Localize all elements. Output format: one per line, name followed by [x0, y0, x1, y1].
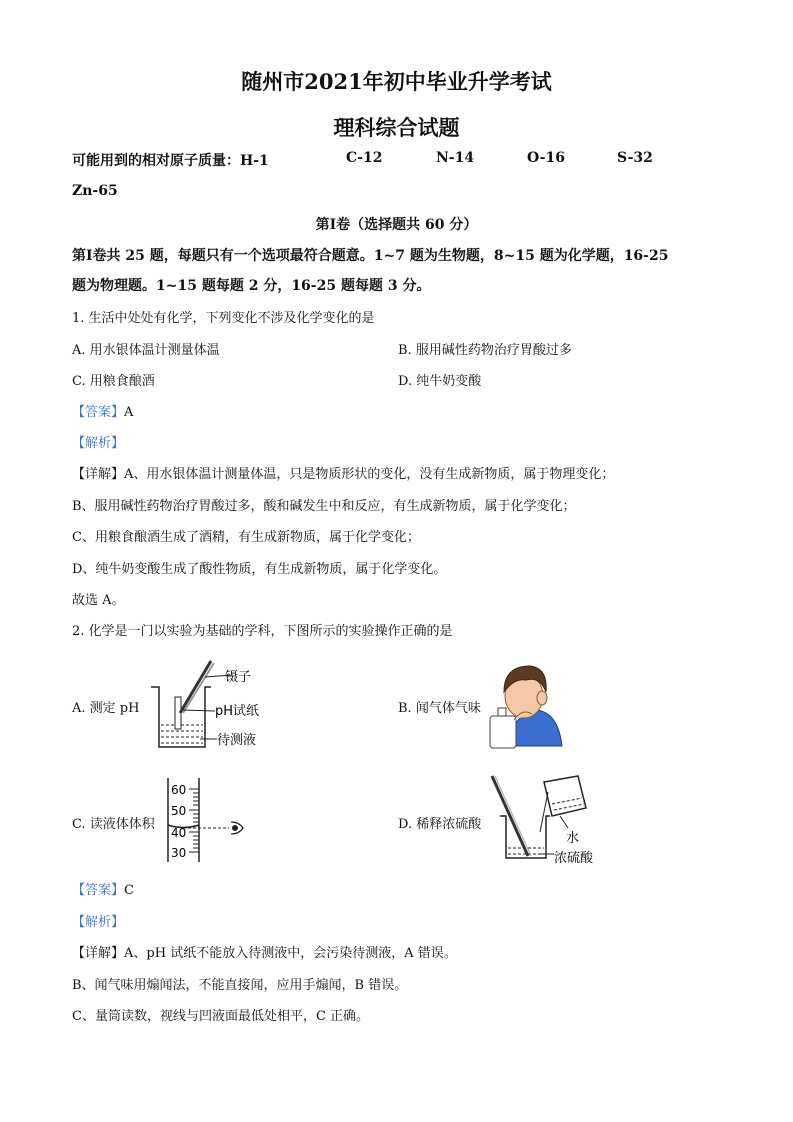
label-ph-paper: pH试纸 — [215, 704, 260, 719]
figure-cylinder-reading — [165, 778, 255, 864]
q1-detail-tag: 【详解】 — [72, 467, 125, 482]
label-tweezers: 镊子 — [225, 670, 252, 685]
q1-analysis-tag: 【解析】 — [72, 436, 125, 451]
q1-option-a: A. 用水银体温计测量体温 — [72, 343, 220, 358]
water-leader — [560, 816, 568, 828]
bottle-body — [490, 716, 516, 748]
bottle-neck — [498, 708, 506, 716]
q1-detail-a — [72, 463, 614, 482]
atomic-mass-n: N-14 — [436, 150, 475, 166]
q2-answer-tag: 【答案】 — [72, 883, 125, 898]
q1-detail-d: D、纯牛奶变酸生成了酸性物质，有生成新物质，属于化学变化。 — [72, 562, 447, 577]
exam-subtitle: 理科综合试题 — [333, 115, 460, 140]
q2-detail-b: B、闻气味用煽闻法，不能直接闻，应用手煽闻，B 错误。 — [72, 978, 408, 993]
pour-stream — [540, 792, 548, 832]
q1-answer-value: A — [124, 405, 134, 420]
upper-beaker — [544, 776, 586, 816]
tick-label-30: 30 — [171, 846, 187, 860]
figure-smell-gas — [488, 660, 566, 750]
q1-option-c: C. 用粮食酿酒 — [72, 374, 155, 389]
instruction-line-2: 题为物理题。1~15 题每题 2 分，16-25 题每题 3 分。 — [72, 278, 431, 294]
atomic-mass-s: S-32 — [617, 150, 653, 166]
eye-pupil-icon — [232, 825, 238, 831]
tweezers-arm-2 — [183, 663, 214, 713]
label-conc-acid: 浓硫酸 — [554, 851, 594, 866]
cylinder-ticks — [189, 789, 199, 852]
q1-detail-a-text: A、用水银体温计测量体温，只是物质形状的变化，没有生成新物质，属于物理变化； — [124, 467, 615, 482]
q1-answer-tag: 【答案】 — [72, 405, 125, 420]
q1-detail-b: B、服用碱性药物治疗胃酸过多，酸和碱发生中和反应，有生成新物质，属于化学变化； — [72, 499, 576, 514]
atomic-mass-zn: Zn-65 — [72, 183, 118, 199]
atomic-mass-label: 可能用到的相对原子质量：H-1 — [72, 153, 269, 169]
q2-option-d: D. 稀释浓硫酸 — [398, 817, 482, 832]
instruction-line-1: 第Ⅰ卷共 25 题，每题只有一个选项最符合题意。1~7 题为生物题，8~15 题为化学题，16-25 — [72, 248, 669, 264]
section-title: 第Ⅰ卷（选择题共 60 分） — [315, 217, 478, 233]
ph-paper-leader — [182, 710, 215, 711]
q1-stem: 1. 生活中处处有化学，下列变化不涉及化学变化的是 — [72, 311, 375, 326]
exam-title: 随州市2021年初中毕业升学考试 — [241, 69, 552, 94]
tick-label-50: 50 — [171, 804, 187, 818]
q1-option-b: B. 服用碱性药物治疗胃酸过多 — [398, 343, 572, 358]
label-water: 水 — [566, 831, 580, 846]
q2-analysis-tag: 【解析】 — [72, 915, 125, 930]
tick-label-60: 60 — [171, 783, 187, 797]
person-ear — [537, 691, 547, 705]
figure-ph-test — [145, 655, 275, 755]
q2-stem: 2. 化学是一门以实验为基础的学科，下图所示的实验操作正确的是 — [72, 624, 453, 639]
q1-option-d: D. 纯牛奶变酸 — [398, 374, 482, 389]
q1-detail-c: C、用粮食酿酒生成了酒精，有生成新物质，属于化学变化； — [72, 530, 420, 545]
atomic-mass-o: O-16 — [527, 150, 566, 166]
atomic-mass-c: C-12 — [346, 150, 383, 166]
label-test-liquid: 待测液 — [217, 733, 257, 748]
figure-dilute-acid — [488, 772, 608, 868]
q1-answer — [72, 401, 133, 420]
q2-detail-a-text: A、pH 试纸不能放入待测液中，会污染待测液，A 错误。 — [124, 946, 457, 961]
q2-answer-value: C — [124, 883, 134, 898]
q2-detail-a — [72, 942, 457, 961]
q2-answer — [72, 879, 134, 898]
beaker-liquid — [161, 725, 203, 743]
q2-option-b: B. 闻气体气味 — [398, 701, 481, 716]
q2-detail-tag: 【详解】 — [72, 946, 125, 961]
q2-detail-c: C、量筒读数，视线与凹液面最低处相平，C 正确。 — [72, 1009, 370, 1024]
tick-label-40: 40 — [171, 826, 187, 840]
q2-option-c: C. 读液体体积 — [72, 817, 155, 832]
q2-option-a: A. 测定 pH — [72, 701, 140, 716]
q1-conclusion: 故选 A。 — [72, 593, 125, 608]
glass-rod — [492, 776, 528, 856]
